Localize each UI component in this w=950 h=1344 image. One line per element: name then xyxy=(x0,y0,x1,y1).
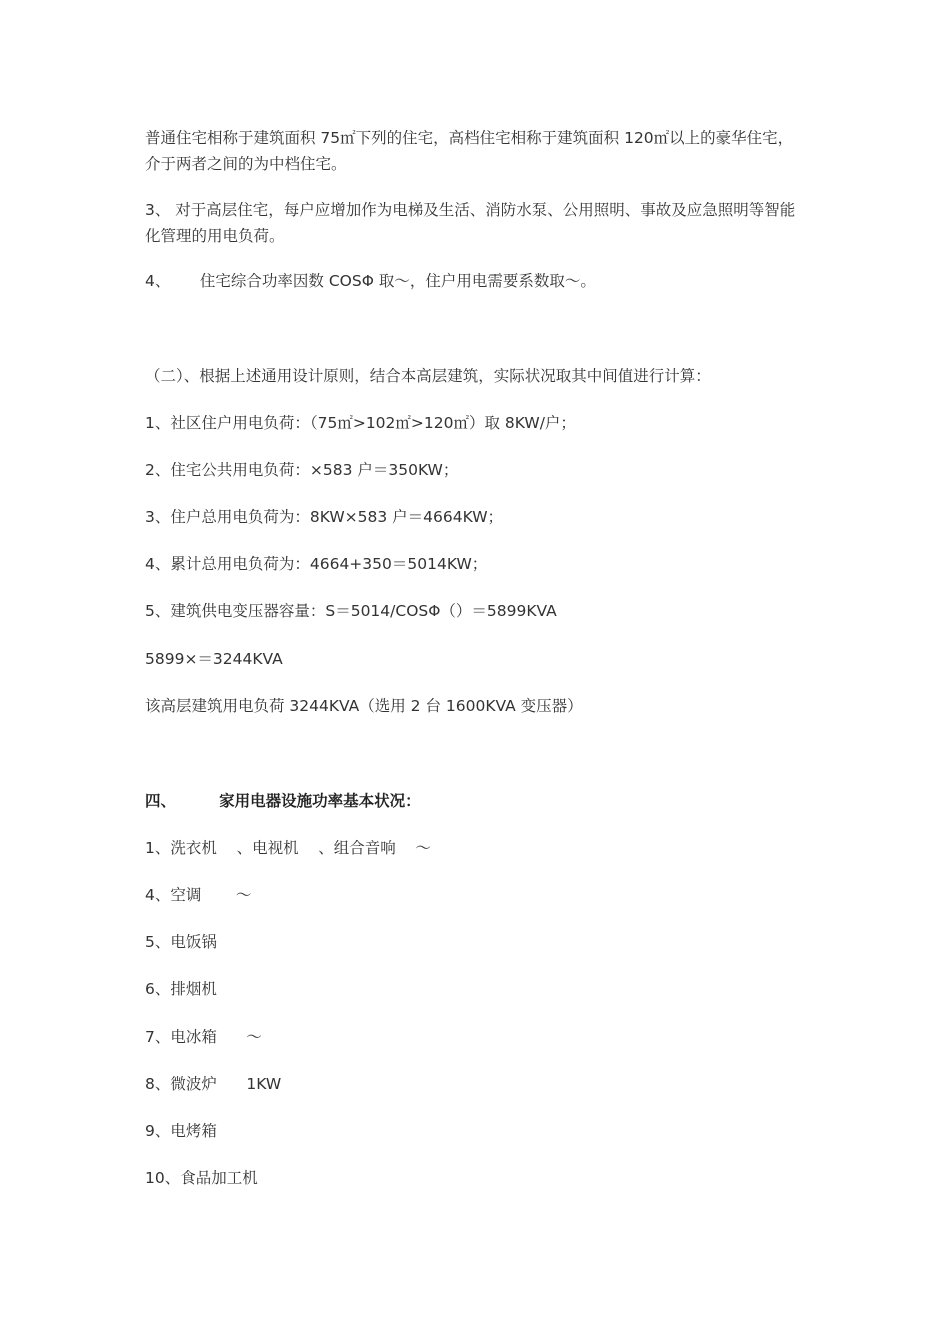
calc-line-5: 5、建筑供电变压器容量：S＝5014/COSΦ（）＝5899KVA xyxy=(145,602,557,620)
appliance-line-1: 1、洗衣机 、电视机 、组合音响 ～ xyxy=(145,839,431,857)
item-3-high-rise-load: 3、 对于高层住宅，每户应增加作为电梯及生活、消防水泵、公用照明、事故及应急照明等智能化管理的用电负荷。 xyxy=(145,201,796,245)
appliance-line-4: 6、排烟机 xyxy=(145,980,217,998)
item-4-power-factor: 4、 住宅综合功率因数 COSΦ 取～，住户用电需要系数取～。 xyxy=(145,272,596,290)
section-2-heading: （二）、根据上述通用设计原则，结合本高层建筑，实际状况取其中间值进行计算： xyxy=(145,367,711,385)
appliance-line-7: 9、电烤箱 xyxy=(145,1122,217,1140)
appliance-line-5: 7、电冰箱 ～ xyxy=(145,1028,262,1046)
appliance-line-6: 8、微波炉 1KW xyxy=(145,1075,282,1093)
section-4-heading: 四、 家用电器设施功率基本状况： xyxy=(145,792,421,810)
calc-line-3: 3、住户总用电负荷为：8KW×583 户＝4664KW； xyxy=(145,508,504,526)
calc-line-7: 该高层建筑用电负荷 3244KVA（选用 2 台 1600KVA 变压器） xyxy=(145,697,583,715)
paragraph-residence-definition: 普通住宅相称于建筑面积 75㎡下列的住宅，高档住宅相称于建筑面积 120㎡以上的豪华住宅，介于两者之间的为中档住宅。 xyxy=(145,129,794,173)
appliance-line-3: 5、电饭锅 xyxy=(145,933,217,951)
calc-line-6: 5899×＝3244KVA xyxy=(145,650,283,668)
calc-line-4: 4、累计总用电负荷为：4664+350＝5014KW； xyxy=(145,555,488,573)
appliance-line-8: 10、食品加工机 xyxy=(145,1169,258,1187)
appliance-line-2: 4、空调 ～ xyxy=(145,886,252,904)
calc-line-1: 1、社区住户用电负荷：（75㎡>102㎡>120㎡）取 8KW/户； xyxy=(145,414,576,432)
calc-line-2: 2、住宅公共用电负荷：×583 户＝350KW； xyxy=(145,461,459,479)
